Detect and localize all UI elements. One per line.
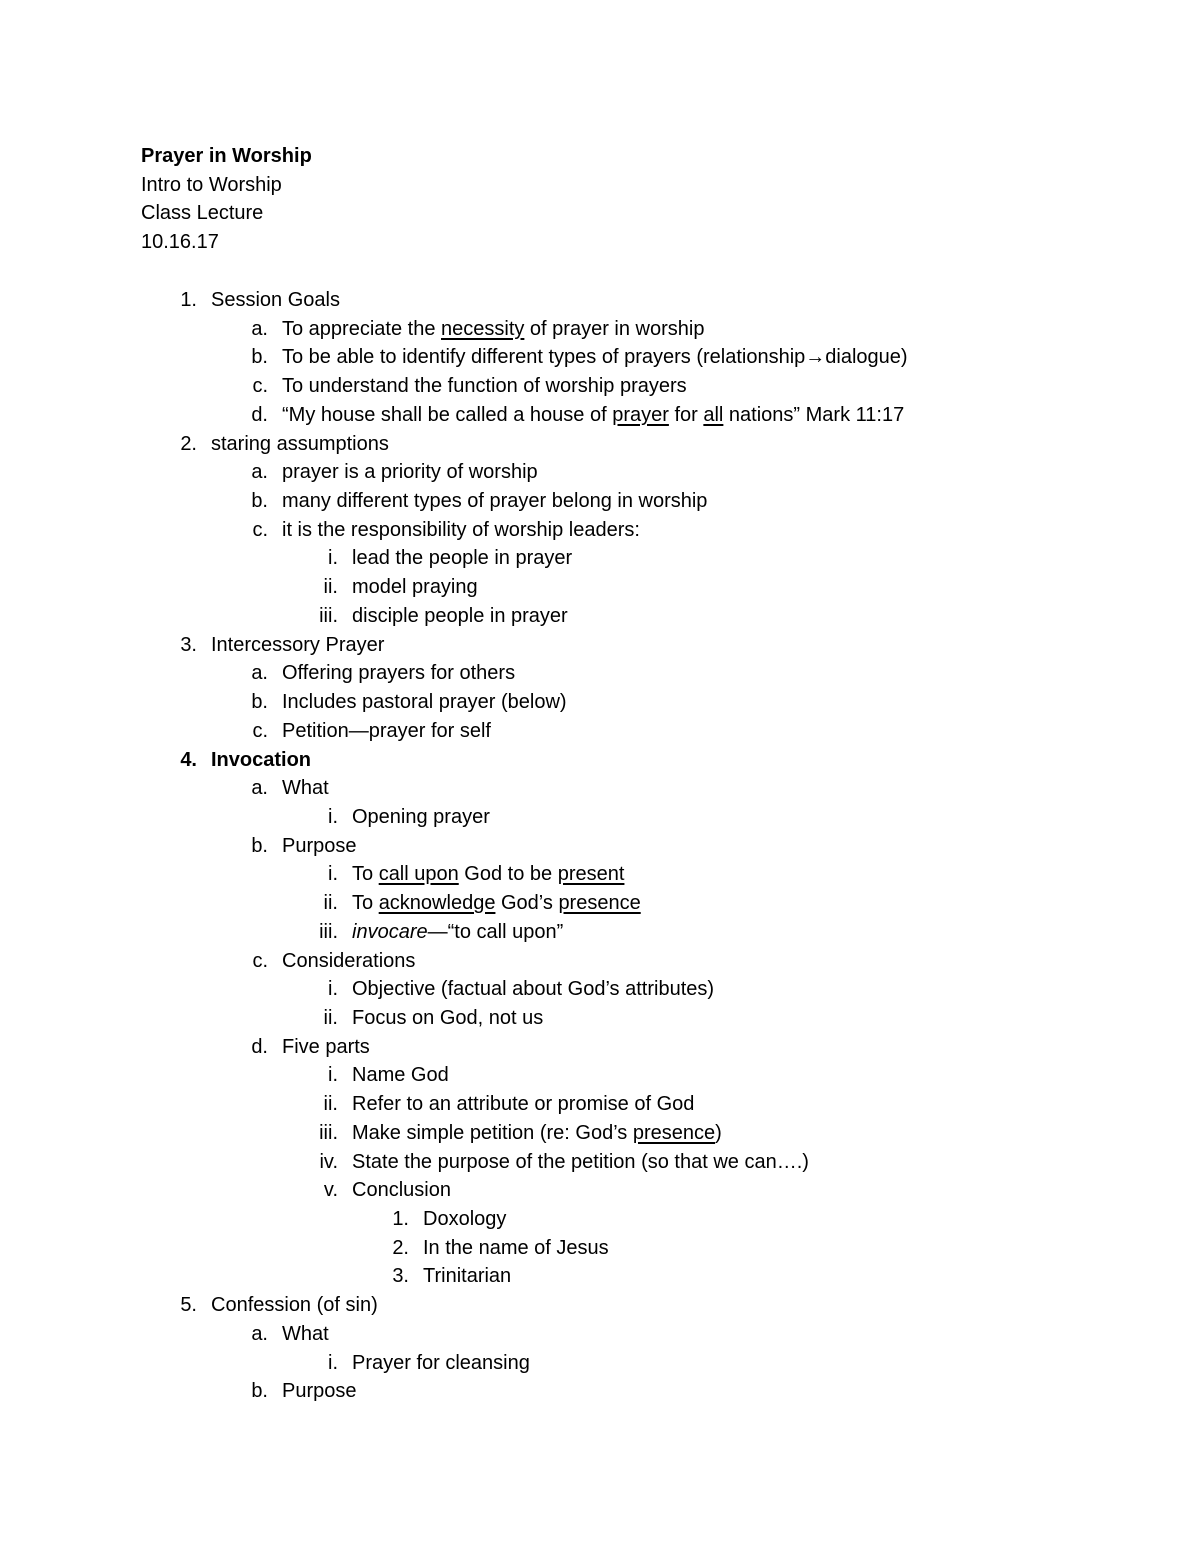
underlined-text: acknowledge <box>378 892 496 915</box>
outline-text: Objective (factual about God’s attributes) <box>352 978 715 1001</box>
outline-marker: i. <box>328 1064 338 1087</box>
outline-text: many different types of prayer belong in worship <box>282 490 708 513</box>
outline-marker: iii. <box>319 1121 338 1144</box>
outline-marker: i. <box>328 547 338 570</box>
outline-text: Considerations <box>282 949 416 972</box>
text-segment: Make simple petition (re: God’s <box>352 1121 633 1144</box>
outline-marker: c. <box>252 518 268 541</box>
lecture-date: 10.16.17 <box>141 231 219 253</box>
text-segment: nations” Mark 11:17 <box>723 403 905 426</box>
outline-marker: ii. <box>323 892 338 915</box>
outline-text <box>352 918 563 947</box>
outline-text: disciple people in prayer <box>352 604 568 627</box>
text-segment: God’s <box>495 892 559 915</box>
outline-marker: d. <box>251 403 268 426</box>
outline-text: Session Goals <box>211 289 340 311</box>
outline-text: Name God <box>352 1064 449 1087</box>
outline-marker: 1. <box>392 1208 409 1231</box>
document-title: Prayer in Worship <box>141 145 312 167</box>
outline-text: Doxology <box>423 1208 507 1231</box>
text-segment: To <box>352 892 379 915</box>
outline-marker: v. <box>323 1179 338 1202</box>
outline-marker: c. <box>252 949 268 972</box>
text-segment: To <box>352 863 379 886</box>
outline-marker: ii. <box>323 576 338 599</box>
outline-marker: i. <box>328 1351 338 1374</box>
outline-text: Confession (of sin) <box>211 1294 378 1317</box>
outline-text: State the purpose of the petition (so that we can….) <box>352 1150 809 1173</box>
text-segment: of prayer in worship <box>524 317 705 340</box>
outline-text <box>282 315 704 344</box>
outline-marker: a. <box>251 461 268 484</box>
outline-text: lead the people in prayer <box>352 547 573 570</box>
outline-marker: 1. <box>180 289 197 311</box>
outline-marker: b. <box>251 834 268 857</box>
text-segment: ) <box>715 1121 722 1144</box>
outline-text: it is the responsibility of worship leaders: <box>282 518 640 541</box>
outline-marker: iv. <box>319 1150 338 1173</box>
underlined-text: presence <box>558 892 641 915</box>
outline-marker: b. <box>251 490 268 513</box>
outline-text <box>282 401 904 430</box>
underlined-text: necessity <box>441 317 525 340</box>
outline-text: To be able to identify different types of prayers (relationship→dialogue) <box>282 346 908 369</box>
outline-marker: a. <box>251 777 268 800</box>
outline-text: What <box>282 1322 329 1345</box>
text-segment: “My house shall be called a house of <box>282 403 613 426</box>
outline-text: Five parts <box>282 1035 370 1058</box>
text-segment: —“to call upon” <box>427 920 564 943</box>
underlined-text: prayer <box>612 403 669 426</box>
outline-text: Offering prayers for others <box>282 662 516 685</box>
outline-text: Focus on God, not us <box>352 1007 544 1029</box>
outline-marker: i. <box>328 978 338 1001</box>
outline-marker: 4. <box>180 748 197 771</box>
text-segment: To appreciate the <box>282 317 441 340</box>
outline-marker: i. <box>328 863 338 886</box>
outline-text: Refer to an attribute or promise of God <box>352 1093 695 1116</box>
underlined-text: present <box>557 863 625 886</box>
underlined-text: presence <box>632 1121 716 1144</box>
outline-marker: iii. <box>319 604 338 627</box>
outline-text: prayer is a priority of worship <box>282 461 538 484</box>
outline-text: Prayer for cleansing <box>352 1351 530 1374</box>
outline-text <box>352 889 641 918</box>
outline-text: Intercessory Prayer <box>211 633 385 656</box>
outline-text: Invocation <box>211 748 312 771</box>
underlined-text: all <box>703 403 724 426</box>
outline-text: staring assumptions <box>211 432 389 455</box>
outline-marker: c. <box>252 719 268 742</box>
outline-text: Trinitarian <box>423 1265 512 1288</box>
underlined-text: call upon <box>378 863 459 886</box>
course-name: Intro to Worship <box>141 174 282 196</box>
outline-text: Opening prayer <box>352 805 490 828</box>
outline-text: Conclusion <box>352 1179 451 1202</box>
outline-text: Purpose <box>282 1380 357 1403</box>
outline-text <box>352 1119 722 1148</box>
italic-text: invocare <box>352 920 428 943</box>
outline-marker: d. <box>251 1035 268 1058</box>
outline-text: Purpose <box>282 834 357 857</box>
outline-marker: a. <box>251 1322 268 1345</box>
outline-marker: 2. <box>392 1236 409 1259</box>
outline-text: Includes pastoral prayer (below) <box>282 691 567 714</box>
outline-marker: b. <box>251 346 268 369</box>
outline-marker: 5. <box>180 1294 197 1317</box>
text-segment: for <box>668 403 704 426</box>
outline-marker: a. <box>251 662 268 685</box>
outline-marker: iii. <box>319 920 338 943</box>
lecture-type: Class Lecture <box>141 202 264 224</box>
outline-text <box>352 860 624 889</box>
outline-marker: b. <box>251 691 268 714</box>
outline-marker: i. <box>328 805 338 828</box>
outline-text: To understand the function of worship prayers <box>282 375 687 398</box>
outline-marker: c. <box>252 375 268 398</box>
outline-marker: ii. <box>323 1093 338 1116</box>
outline-marker: 3. <box>180 633 197 656</box>
outline-text: What <box>282 777 329 800</box>
outline-marker: a. <box>251 317 268 340</box>
outline-text: Petition—prayer for self <box>282 719 491 742</box>
outline-marker: 3. <box>392 1265 409 1288</box>
outline-text: model praying <box>352 576 478 599</box>
outline-marker: 2. <box>180 432 197 455</box>
outline-marker: b. <box>251 1380 268 1403</box>
outline-marker: ii. <box>323 1007 338 1029</box>
outline-text: In the name of Jesus <box>423 1236 609 1259</box>
text-segment: God to be <box>458 863 558 886</box>
